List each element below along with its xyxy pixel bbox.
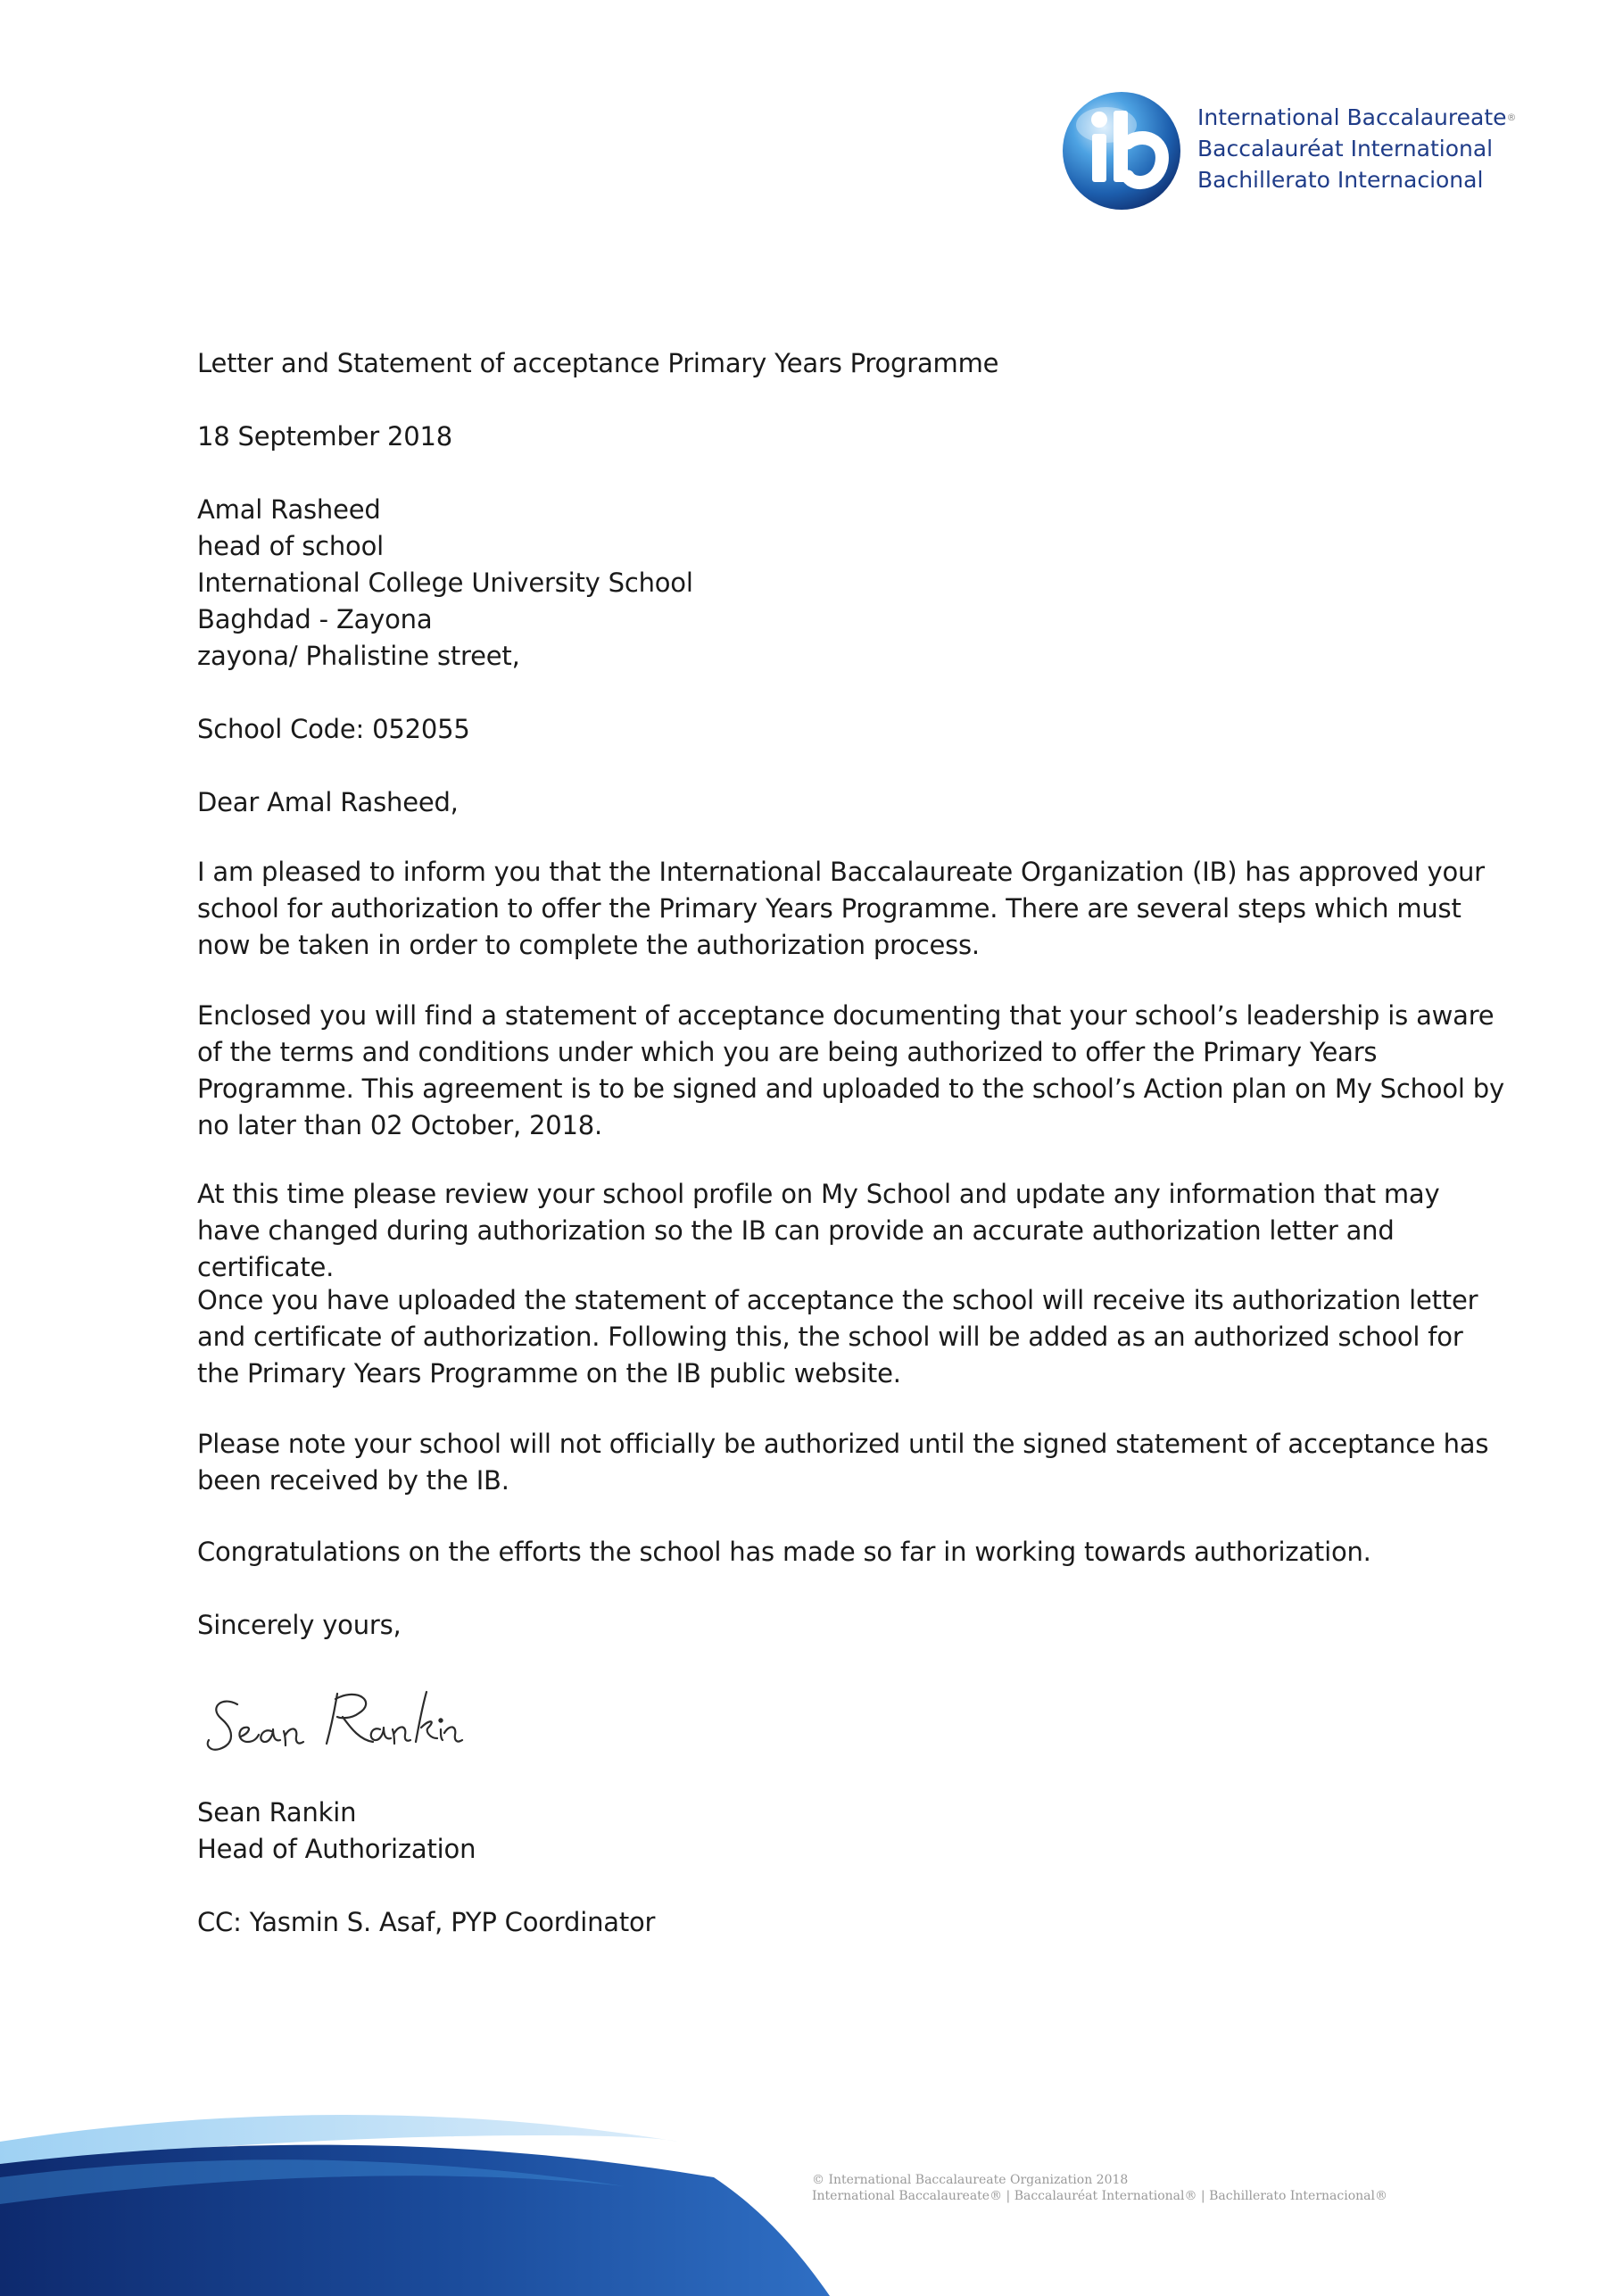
footer-copyright: © International Baccalaureate Organization 2018 <box>812 2173 1129 2187</box>
logo-line-spanish: Bachillerato Internacional <box>1197 167 1484 193</box>
signer-name: Sean Rankin <box>197 1797 357 1828</box>
ib-globe-logo-icon <box>1060 89 1183 212</box>
logo-line-french: Baccalauréat International <box>1197 136 1494 162</box>
school-code: School Code: 052055 <box>197 714 470 744</box>
recipient-address <box>197 492 1509 675</box>
paragraph-congratulations: Congratulations on the efforts the school has made so far in working towards authorization. <box>197 1537 1371 1567</box>
paragraph-approval: I am pleased to inform you that the International Baccalaureate Organization (IB) has approved your school for authorization to offer the Primary Years Programme. There are several steps which must now be taken in order to complete the authorization process. <box>197 857 1485 960</box>
recipient-street: zayona/ Phalistine street, <box>197 641 520 671</box>
closing: Sincerely yours, <box>197 1610 402 1640</box>
letter-title: Letter and Statement of acceptance Primary Years Programme <box>197 348 999 378</box>
paragraph-statement: Enclosed you will find a statement of acceptance documenting that your school’s leadership is aware of the terms and conditions under which you are being authorized to offer the Primary Years Programme. This agreement is to be signed and uploaded to the school’s Action plan on My School by no later than 02 October, 2018. <box>197 1000 1504 1140</box>
footer-names: International Baccalaureate® | Baccalauréat International® | Bachillerato Internacional® <box>812 2189 1387 2203</box>
recipient-name: Amal Rasheed <box>197 494 381 525</box>
signer-title: Head of Authorization <box>197 1834 476 1864</box>
salutation: Dear Amal Rasheed, <box>197 787 459 817</box>
logo-line-english: International Baccalaureate® <box>1197 104 1517 130</box>
paragraph-next-steps: Once you have uploaded the statement of acceptance the school will receive its authorization letter and certificate of authorization. Following this, the school will be added as an authorized school for the Primary Years Programme on the IB public website. <box>197 1285 1478 1388</box>
recipient-city: Baghdad - Zayona <box>197 604 433 634</box>
footer-text <box>812 2172 1387 2204</box>
paragraph-profile: At this time please review your school profile on My School and update any information that may have changed during authorization so the IB can provide an accurate authorization letter and certificate. <box>197 1179 1440 1282</box>
signer-block <box>197 1795 1509 1868</box>
recipient-role: head of school <box>197 531 384 561</box>
logo-wordmark <box>1197 102 1528 195</box>
letter-date: 18 September 2018 <box>197 421 453 452</box>
cc-line: CC: Yasmin S. Asaf, PYP Coordinator <box>197 1907 656 1937</box>
recipient-school: International College University School <box>197 568 693 598</box>
ib-logo <box>1060 89 1524 223</box>
handwritten-signature <box>202 1678 469 1776</box>
paragraph-note: Please note your school will not officially be authorized until the signed statement of acceptance has been received by the IB. <box>197 1429 1489 1496</box>
